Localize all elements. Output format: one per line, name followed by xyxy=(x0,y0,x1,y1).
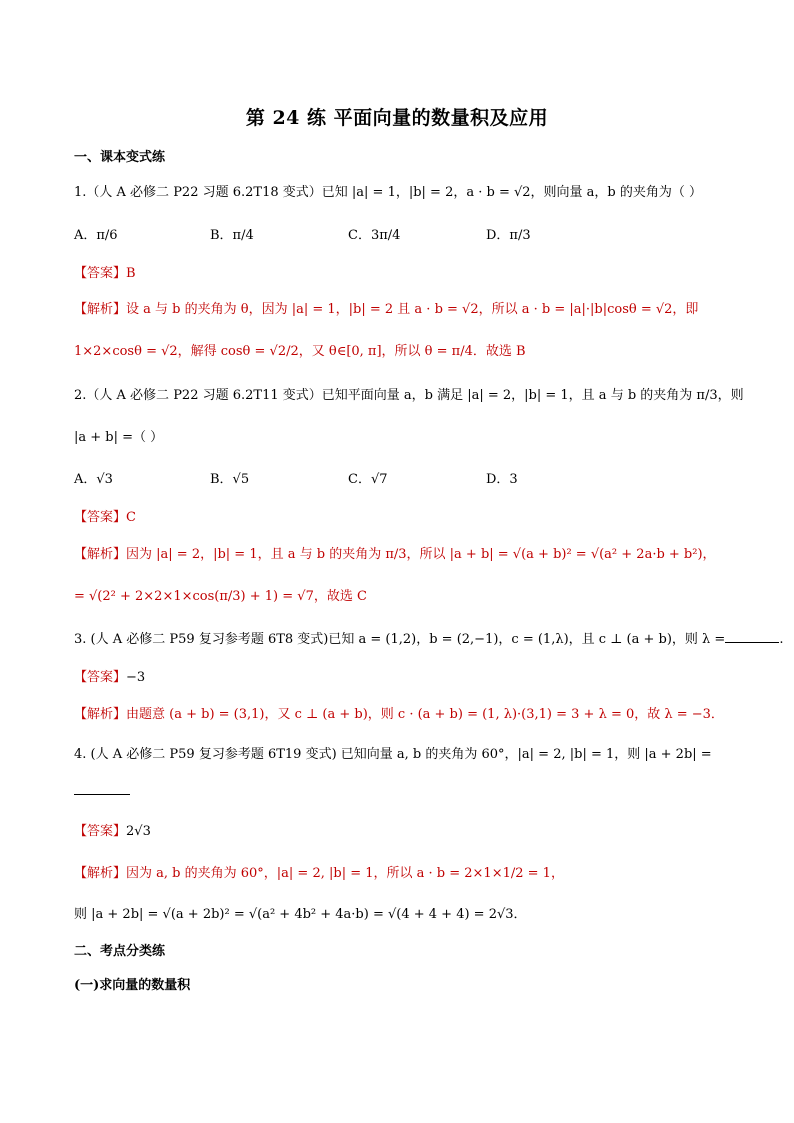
q1-analysis-line-1 xyxy=(74,298,720,317)
section-heading-1: 一、课本变式练 xyxy=(74,150,166,165)
q3-stem-text: 3. (人 A 必修二 P59 复习参考题 6T8 变式)已知 a = (1,2)，b = (2,−1)，c = (1,λ)，且 c ⊥ (a + b)，则 λ = xyxy=(74,632,726,647)
answer-tag: 【答案】 xyxy=(74,670,127,685)
q1-analysis-line-2: 1×2×cosθ = √2，解得 cosθ = √2/2，又 θ∈[0, π]，所以 θ = π/4．故选 B xyxy=(74,344,526,359)
q4-answer-blank-line xyxy=(74,784,720,799)
q2-option-a: A．√3 xyxy=(74,472,113,487)
q1-stem-cond: |a| = 1，|b| = 2，a · b = √2，则向量 a，b 的夹角为（ ） xyxy=(347,185,702,200)
q1-option-b: B．π/4 xyxy=(210,228,254,243)
answer-tag: 【答案】 xyxy=(74,266,127,281)
q2-stem-line-1: 2.（人 A 必修二 P22 习题 6.2T11 变式）已知平面向量 a，b 满足 |a| = 2，|b| = 1，且 a 与 b 的夹角为 π/3，则 xyxy=(74,388,744,403)
q1-answer xyxy=(74,262,720,281)
q1-option-c: C．3π/4 xyxy=(348,228,401,243)
q1-stem-prefix: 1.（人 A 必修二 P22 习题 6.2T18 变式）已知 xyxy=(74,185,348,200)
answer-tag: 【答案】 xyxy=(74,510,127,525)
q2-answer xyxy=(74,506,720,525)
page-title: 第 24 练 平面向量的数量积及应用 xyxy=(245,107,549,129)
q2-analysis-line-1 xyxy=(74,543,720,562)
q4-stem: 4. (人 A 必修二 P59 复习参考题 6T19 变式) 已知向量 a, b 的夹角为 60°，|a| = 2, |b| = 1，则 |a + 2b| = xyxy=(74,747,712,762)
analysis-tag: 【解析】 xyxy=(74,547,127,562)
q1-option-d: D．π/3 xyxy=(486,228,531,243)
q2-analysis-text-1: 因为 |a| = 2，|b| = 1，且 a 与 b 的夹角为 π/3，所以 |a + b| = √(a + b)² = √(a² + 2a·b + b²)， xyxy=(126,547,716,562)
analysis-tag: 【解析】 xyxy=(74,302,127,317)
q4-analysis-text-1: 因为 a, b 的夹角为 60°，|a| = 2, |b| = 1，所以 a · b = 2×1×1/2 = 1， xyxy=(126,866,564,881)
q4-analysis-line-2: 则 |a + 2b| = √(a + 2b)² = √(a² + 4b² + 4a·b) = √(4 + 4 + 4) = 2√3． xyxy=(74,907,527,922)
q2-stem-line-2: |a + b| =（ ） xyxy=(74,430,164,445)
q3-stem: 3. (人 A 必修二 P59 复习参考题 6T8 变式)已知 a = (1,2)，b = (2,−1)，c = (1,λ)，且 c ⊥ (a + b)，则 λ = . xyxy=(74,632,784,647)
q3-answer-value: −3 xyxy=(126,670,146,685)
q4-analysis-line-1 xyxy=(74,862,720,881)
analysis-tag: 【解析】 xyxy=(74,866,127,881)
q1-option-a: A．π/6 xyxy=(74,228,118,243)
q3-analysis-line-1 xyxy=(74,703,724,722)
q1-analysis-text-1: 设 a 与 b 的夹角为 θ，因为 |a| = 1，|b| = 2 且 a · b = √2，所以 a · b = |a|·|b|cosθ = √2，即 xyxy=(126,302,699,317)
q2-answer-value: C xyxy=(126,510,136,525)
q2-analysis-line-2: = √(2² + 2×2×1×cos(π/3) + 1) = √7，故选 C xyxy=(74,589,367,604)
section-heading-2: 二、考点分类练 xyxy=(74,944,166,959)
q4-answer xyxy=(74,820,720,839)
q3-analysis-text-1: 由题意 (a + b) = (3,1)，又 c ⊥ (a + b)，则 c · (a + b) = (1, λ)·(3,1) = 3 + λ = 0，故 λ = −3． xyxy=(126,707,724,722)
q4-answer-value: 2√3 xyxy=(126,824,151,839)
q1-answer-value: B xyxy=(126,266,136,281)
q3-answer xyxy=(74,666,720,685)
subsection-heading-1: (一)求向量的数量积 xyxy=(74,978,191,993)
q2-option-d: D．3 xyxy=(486,472,518,487)
q1-stem xyxy=(74,181,720,200)
q2-option-b: B．√5 xyxy=(210,472,250,487)
q2-option-c: C．√7 xyxy=(348,472,388,487)
answer-blank xyxy=(725,642,779,643)
analysis-tag: 【解析】 xyxy=(74,707,127,722)
answer-tag: 【答案】 xyxy=(74,824,127,839)
answer-blank xyxy=(74,794,130,795)
